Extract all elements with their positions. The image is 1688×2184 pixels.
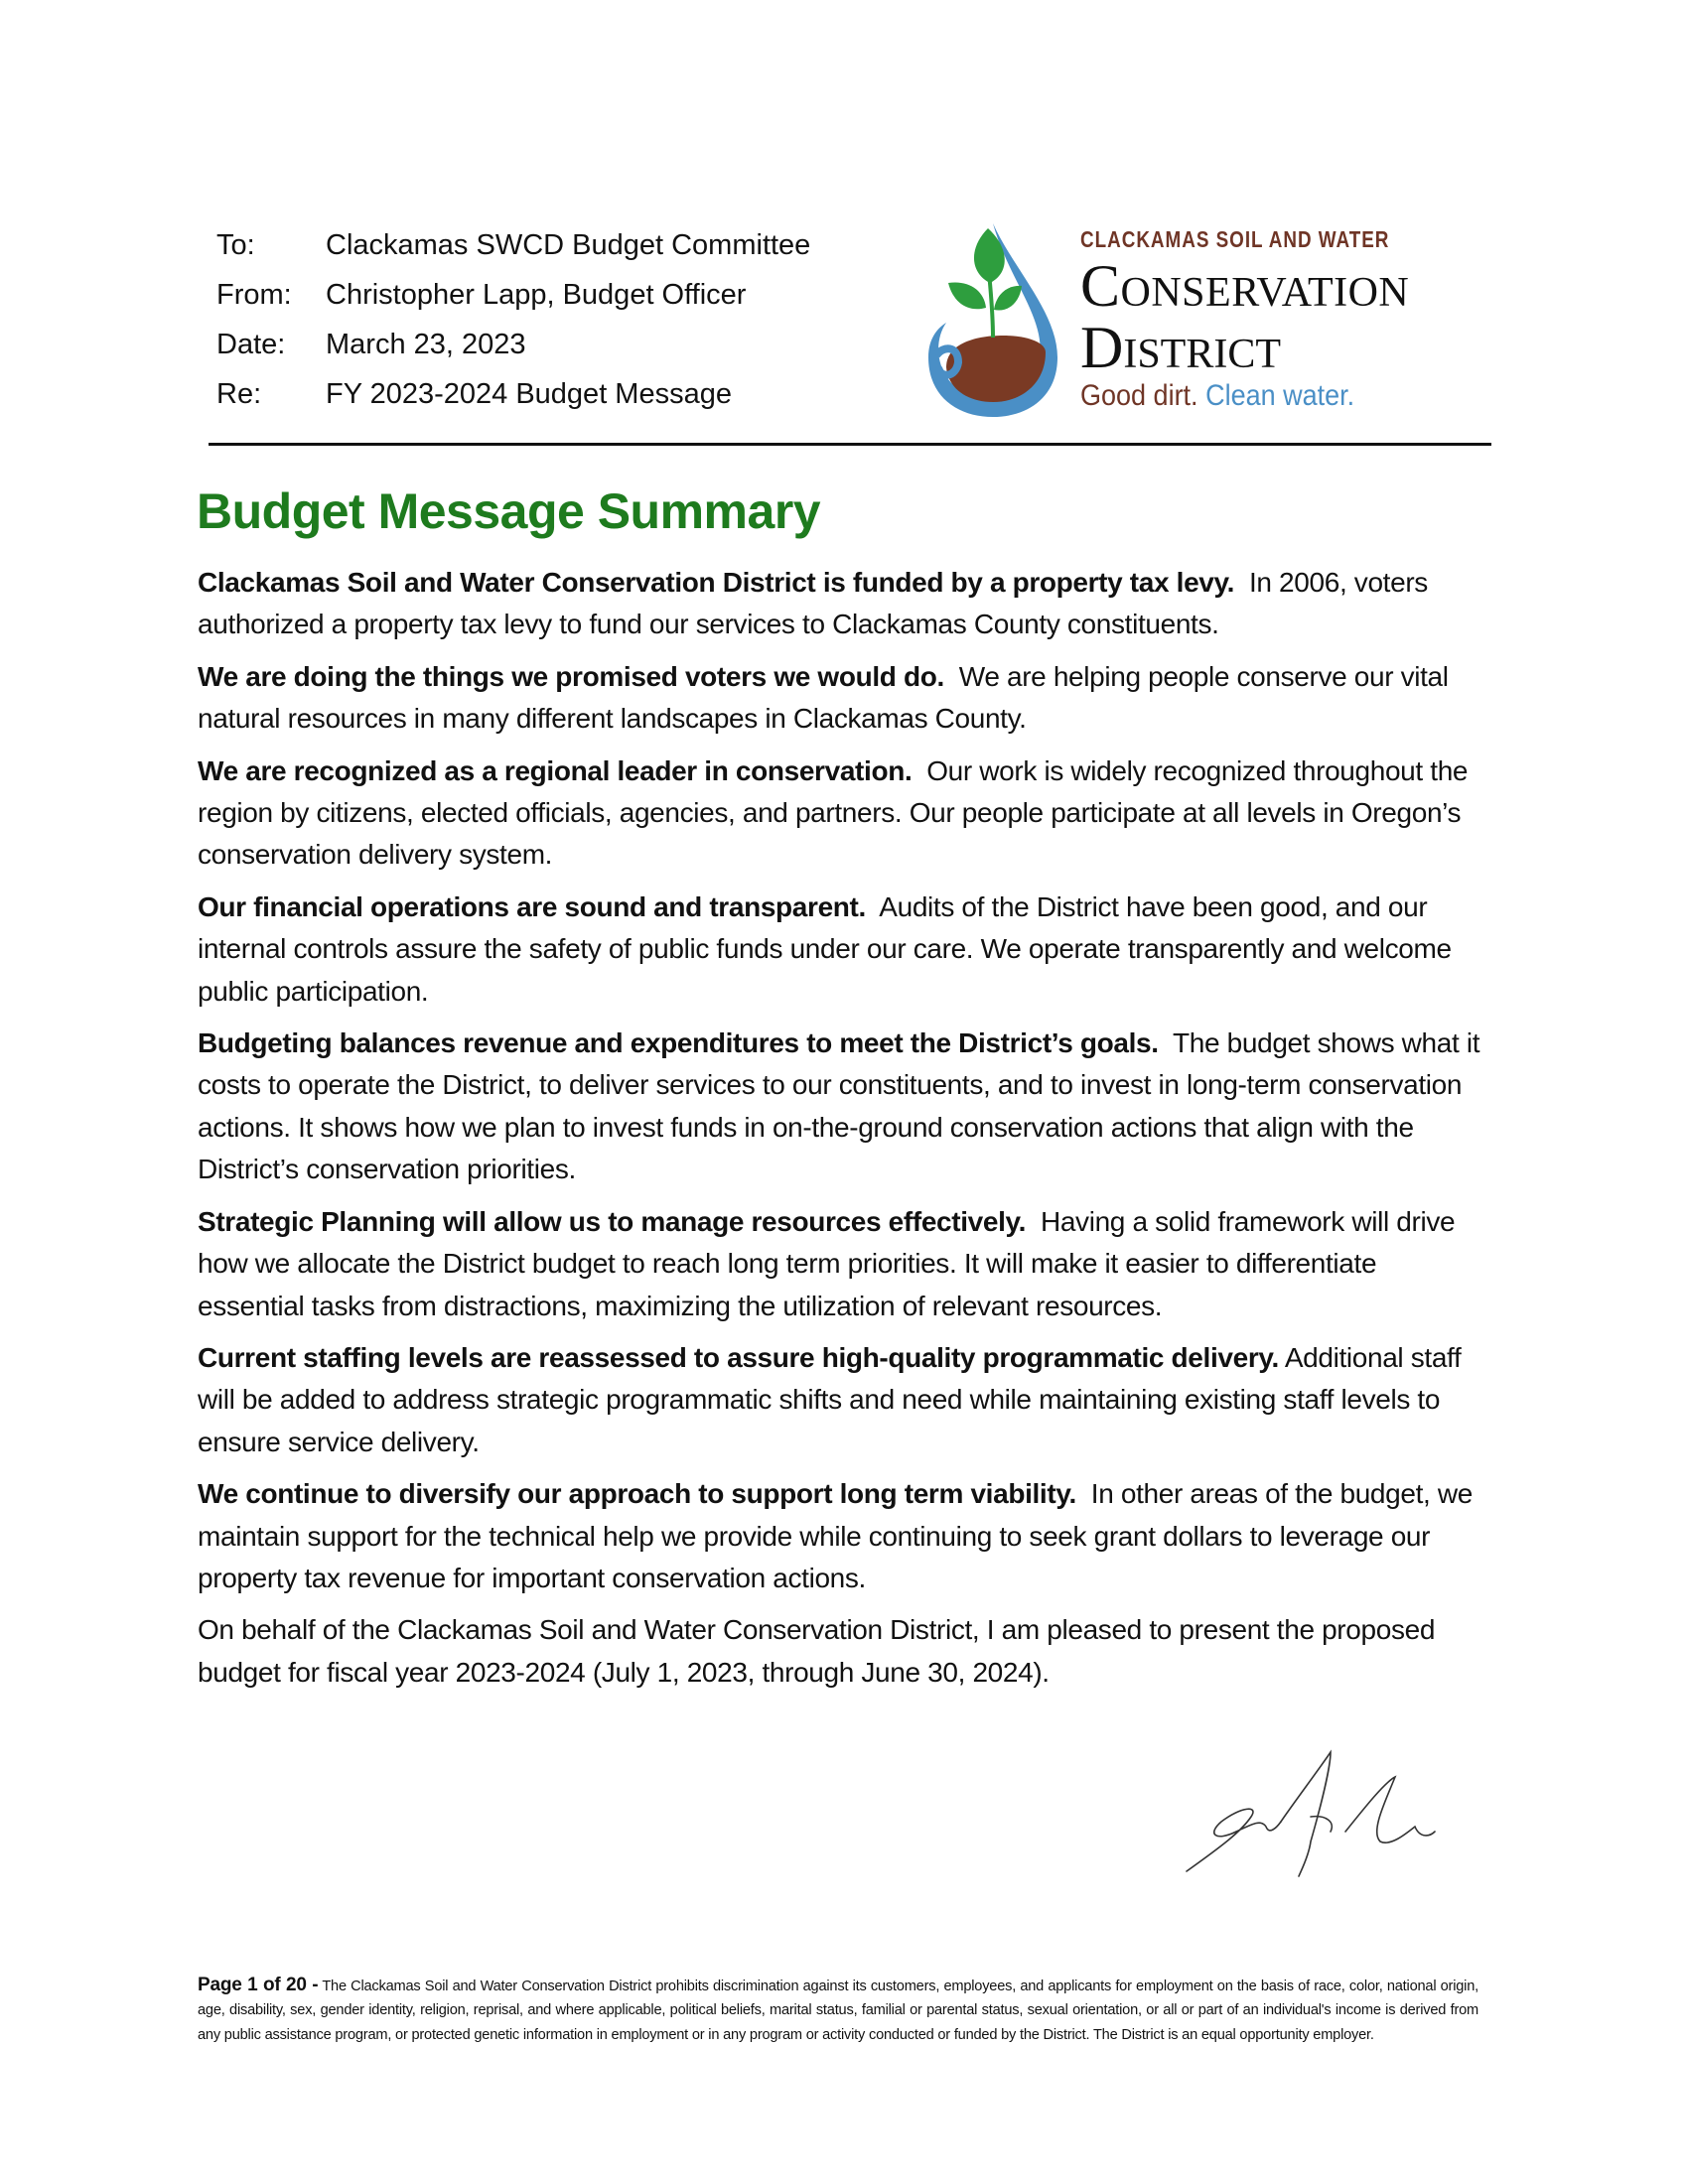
memo-date <box>216 320 810 369</box>
paragraph-text: We are helping people conserve our vital natural resources in many different landscapes in Clackamas County. <box>198 660 1449 735</box>
logo-tagline <box>1080 379 1354 413</box>
paragraph <box>198 1337 1483 1463</box>
signature-image <box>1182 1747 1440 1881</box>
nondiscrimination-text: The Clackamas Soil and Water Conservation District prohibits discrimination against its customers, employees, and applicants for employment on the basis of race, color, national origin, age, disability, sex, gender identity, religion, reprisal, and where applicable, political beliefs, marital status, familial or parental status, sexual orientation, or all or part of an individual's income is derived from any public assistance program, or protected genetic information in employment or in any program or activity conducted or funded by the District. The District is an equal opportunity employer. <box>198 1979 1478 2043</box>
logo-top-line: CLACKAMAS SOIL AND WATER <box>1080 226 1390 252</box>
memo-label: Re: <box>216 377 262 410</box>
page-title: Budget Message Summary <box>197 483 821 539</box>
memo-from <box>216 270 810 320</box>
memo-value: FY 2023-2024 Budget Message <box>326 377 732 410</box>
paragraph-text: In 2006, voters authorized a property tax levy to fund our services to Clackamas County constituents. <box>198 567 1428 640</box>
logo-district: District <box>1080 315 1281 380</box>
page-number: Page 1 of 20 - <box>198 1975 319 1995</box>
memo-value: Clackamas SWCD Budget Committee <box>326 228 811 261</box>
memo-value: Christopher Lapp, Budget Officer <box>326 278 747 311</box>
paragraph-text: The budget shows what it costs to operate the District, to deliver services to our constituents, and to invest in long-term conservation actions. It shows how we plan to invest funds in on-the-ground conservation actions that align with the District’s conservation priorities. <box>198 1027 1480 1185</box>
paragraph-lead: Current staffing levels are reassessed to assure high-quality programmatic delivery. <box>198 1341 1279 1373</box>
paragraph-lead: We are doing the things we promised voters we would do. <box>198 660 944 692</box>
memo-label: To: <box>216 228 255 261</box>
tagline-clean-water: Clean water. <box>1205 379 1355 412</box>
paragraph-text: Audits of the District have been good, and our internal controls assure the safety of public funds under our care. We operate transparently and welcome public participation. <box>198 890 1452 1007</box>
paragraph-lead: Our financial operations are sound and transparent. <box>198 890 866 922</box>
paragraph <box>198 562 1483 646</box>
paragraph-lead: We continue to diversify our approach to support long term viability. <box>198 1478 1076 1510</box>
memo-value: March 23, 2023 <box>326 328 526 360</box>
paragraph-lead: We are recognized as a regional leader in conservation. <box>198 754 913 786</box>
logo-conservation: Conservation <box>1080 253 1410 319</box>
district-logo <box>918 216 1494 425</box>
paragraph-text: Additional staff will be added to address strategic programmatic shifts and need while maintaining existing staff levels to ensure service delivery. <box>198 1341 1462 1457</box>
paragraph-text: Having a solid framework will drive how we allocate the District budget to reach long term priorities. It will make it easier to differentiate essential tasks from distractions, maximizing the utilization of relevant resources. <box>198 1205 1456 1321</box>
paragraph <box>198 751 1483 877</box>
paragraph-text: In other areas of the budget, we maintain support for the technical help we provide while continuing to seek grant dollars to leverage our property tax revenue for important conservation actions. <box>198 1478 1473 1593</box>
memo-header <box>216 220 810 419</box>
memo-to <box>216 220 810 270</box>
memo-label: From: <box>216 278 292 311</box>
paragraph-text: Our work is widely recognized throughout the region by citizens, elected officials, agencies, and partners. Our people participate at all levels in Oregon’s conservation delivery system. <box>198 754 1469 871</box>
memo-label: Date: <box>216 328 286 360</box>
paragraph-lead: Strategic Planning will allow us to manage resources effectively. <box>198 1205 1027 1237</box>
paragraph-text: On behalf of the Clackamas Soil and Water Conservation District, I am pleased to present the proposed budget for fiscal year 2023-2024 (July 1, 2023, through June 30, 2024). <box>198 1614 1436 1688</box>
water-drop-plant-icon <box>918 218 1067 422</box>
paragraph-lead: Budgeting balances revenue and expenditures to meet the District’s goals. <box>198 1027 1159 1059</box>
tagline-good-dirt: Good dirt. <box>1080 379 1198 412</box>
paragraph <box>198 887 1483 1013</box>
message-body <box>198 562 1483 1704</box>
footer-disclaimer <box>198 1974 1478 2047</box>
closing-paragraph <box>198 1609 1483 1694</box>
paragraph <box>198 1473 1483 1599</box>
header-divider <box>209 443 1491 446</box>
paragraph <box>198 656 1483 741</box>
paragraph-lead: Clackamas Soil and Water Conservation District is funded by a property tax levy. <box>198 567 1235 598</box>
memo-re <box>216 369 810 419</box>
paragraph <box>198 1023 1483 1191</box>
paragraph <box>198 1201 1483 1327</box>
